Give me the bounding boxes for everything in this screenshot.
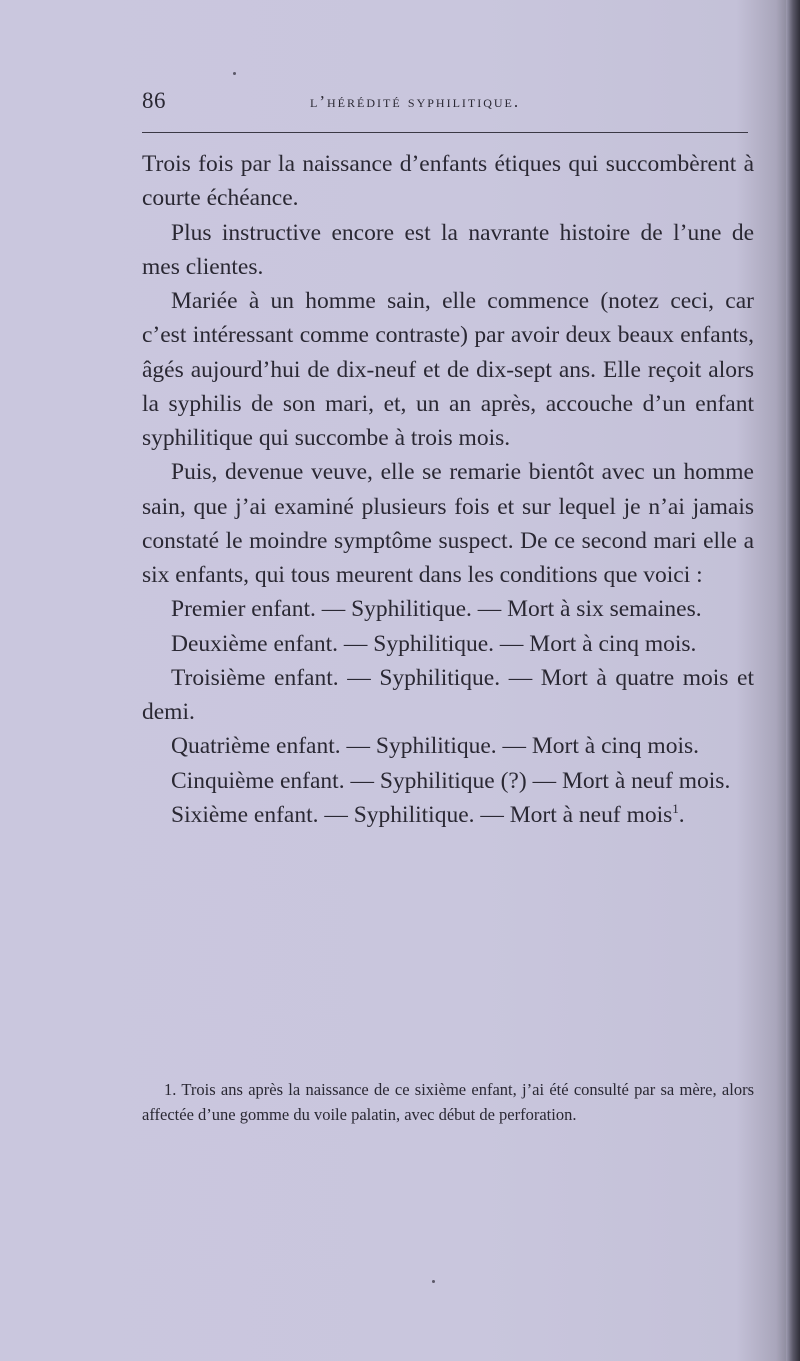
paragraph: Quatrième enfant. — Syphilitique. — Mort à cinq mois.	[171, 733, 700, 760]
footnote-marker[interactable]: 1	[672, 800, 679, 816]
paragraph: Deuxième enfant. — Syphilitique. — Mort à cinq mois.	[171, 630, 697, 657]
paragraph: Cinquième enfant. — Syphilitique (?) — Mort à neuf mois.	[171, 767, 731, 794]
page-number: 86	[142, 88, 166, 113]
running-head: l’hérédité syphilitique.	[310, 92, 521, 111]
paragraph-text: Sixième enfant. — Syphilitique. — Mort à neuf mois	[171, 801, 673, 828]
paragraph: Premier enfant. — Syphilitique. — Mort à six semaines.	[171, 596, 702, 623]
header-rule	[142, 132, 748, 133]
paragraph: Troisième enfant. — Syphilitique. — Mort à quatre mois et demi.	[142, 664, 754, 725]
paragraph: Plus instructive encore est la navrante histoire de l’une de mes clientes.	[142, 219, 754, 280]
paragraph: Puis, devenue veuve, elle se remarie bientôt avec un homme sain, que j’ai examiné plusieurs fois et sur lequel je n’ai jamais constaté le moindre symptôme suspect. De ce second mari elle a six enfants, qui tous meurent dans les conditions que voici :	[142, 459, 754, 588]
last-paragraph: Sixième enfant. — Syphilitique. — Mort à neuf mois$^1$.	[171, 800, 685, 828]
paragraph: Trois fois par la naissance d’enfants étiques qui succombèrent à courte échéance.	[142, 151, 754, 212]
main-text	[142, 147, 754, 832]
page-header	[142, 88, 748, 122]
footnote-text: 1. Trois ans après la naissance de ce sixième enfant, j’ai été consulté par sa mère, alors affectée d’une gomme du voile palatin, avec début de perforation.	[142, 1080, 754, 1124]
footnote	[142, 1078, 754, 1127]
paper-speck	[233, 72, 236, 75]
paper-speck	[432, 1280, 435, 1283]
book-spine-shadow	[786, 0, 800, 1361]
paragraph: Mariée à un homme sain, elle commence (notez ceci, car c’est intéressant comme contraste) par avoir deux beaux enfants, âgés aujourd’hui de dix-neuf et de dix-sept ans. Elle reçoit alors la syphilis de son mari, et, un an après, accouche d’un enfant syphilitique qui succombe à trois mois.	[142, 288, 754, 451]
